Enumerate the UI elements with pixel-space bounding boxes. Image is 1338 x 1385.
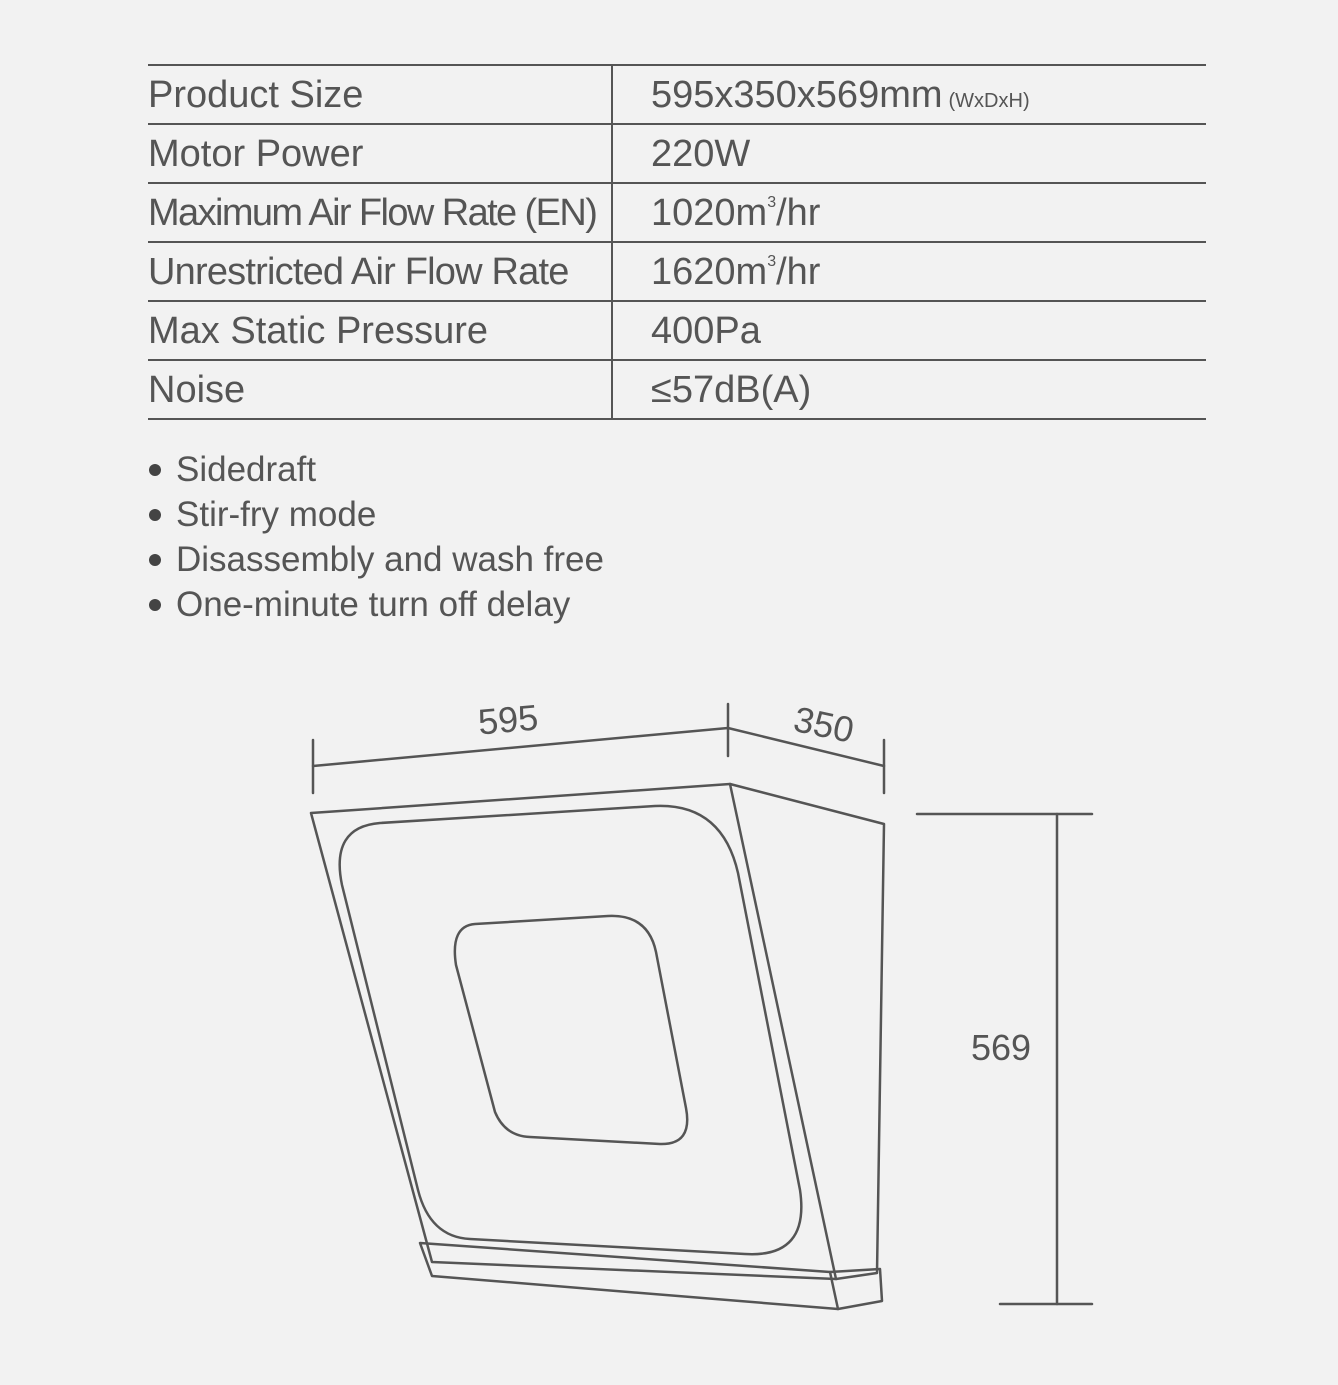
spec-value-suffix: /hr <box>776 250 821 293</box>
spec-label: Noise <box>148 360 612 419</box>
spec-value: 220W <box>612 124 1206 183</box>
feature-text: Disassembly and wash free <box>176 540 604 579</box>
spec-value-text: 1620m <box>651 250 768 293</box>
hood-intake-panel <box>455 916 687 1144</box>
feature-text: Sidedraft <box>176 450 317 489</box>
hood-glass-panel <box>340 806 802 1254</box>
hood-front-panel <box>311 784 836 1279</box>
spec-label: Max Static Pressure <box>148 301 612 360</box>
spec-value-superscript: 3 <box>767 252 777 270</box>
spec-value-superscript: 3 <box>767 193 777 211</box>
spec-label: Unrestricted Air Flow Rate <box>148 242 612 301</box>
feature-text: Stir-fry mode <box>176 495 377 534</box>
feature-text: One-minute turn off delay <box>176 585 571 624</box>
width-dimension-label: 595 <box>476 696 540 743</box>
spec-unit-note: (WxDxH) <box>948 89 1030 112</box>
spec-value-text: 595x350x569mm <box>651 73 943 116</box>
spec-value: ≤57dB(A) <box>612 360 1206 419</box>
spec-value-suffix: /hr <box>776 191 821 234</box>
hood-side-panel <box>730 784 884 1279</box>
spec-label: Motor Power <box>148 124 612 183</box>
depth-dimension-label: 350 <box>790 698 858 751</box>
spec-value: 400Pa <box>612 301 1206 360</box>
spec-value-text: 1020m <box>651 191 768 234</box>
spec-label: Product Size <box>148 65 612 124</box>
height-dimension-label: 569 <box>970 1027 1032 1068</box>
spec-label: Maximum Air Flow Rate (EN) <box>148 183 612 242</box>
